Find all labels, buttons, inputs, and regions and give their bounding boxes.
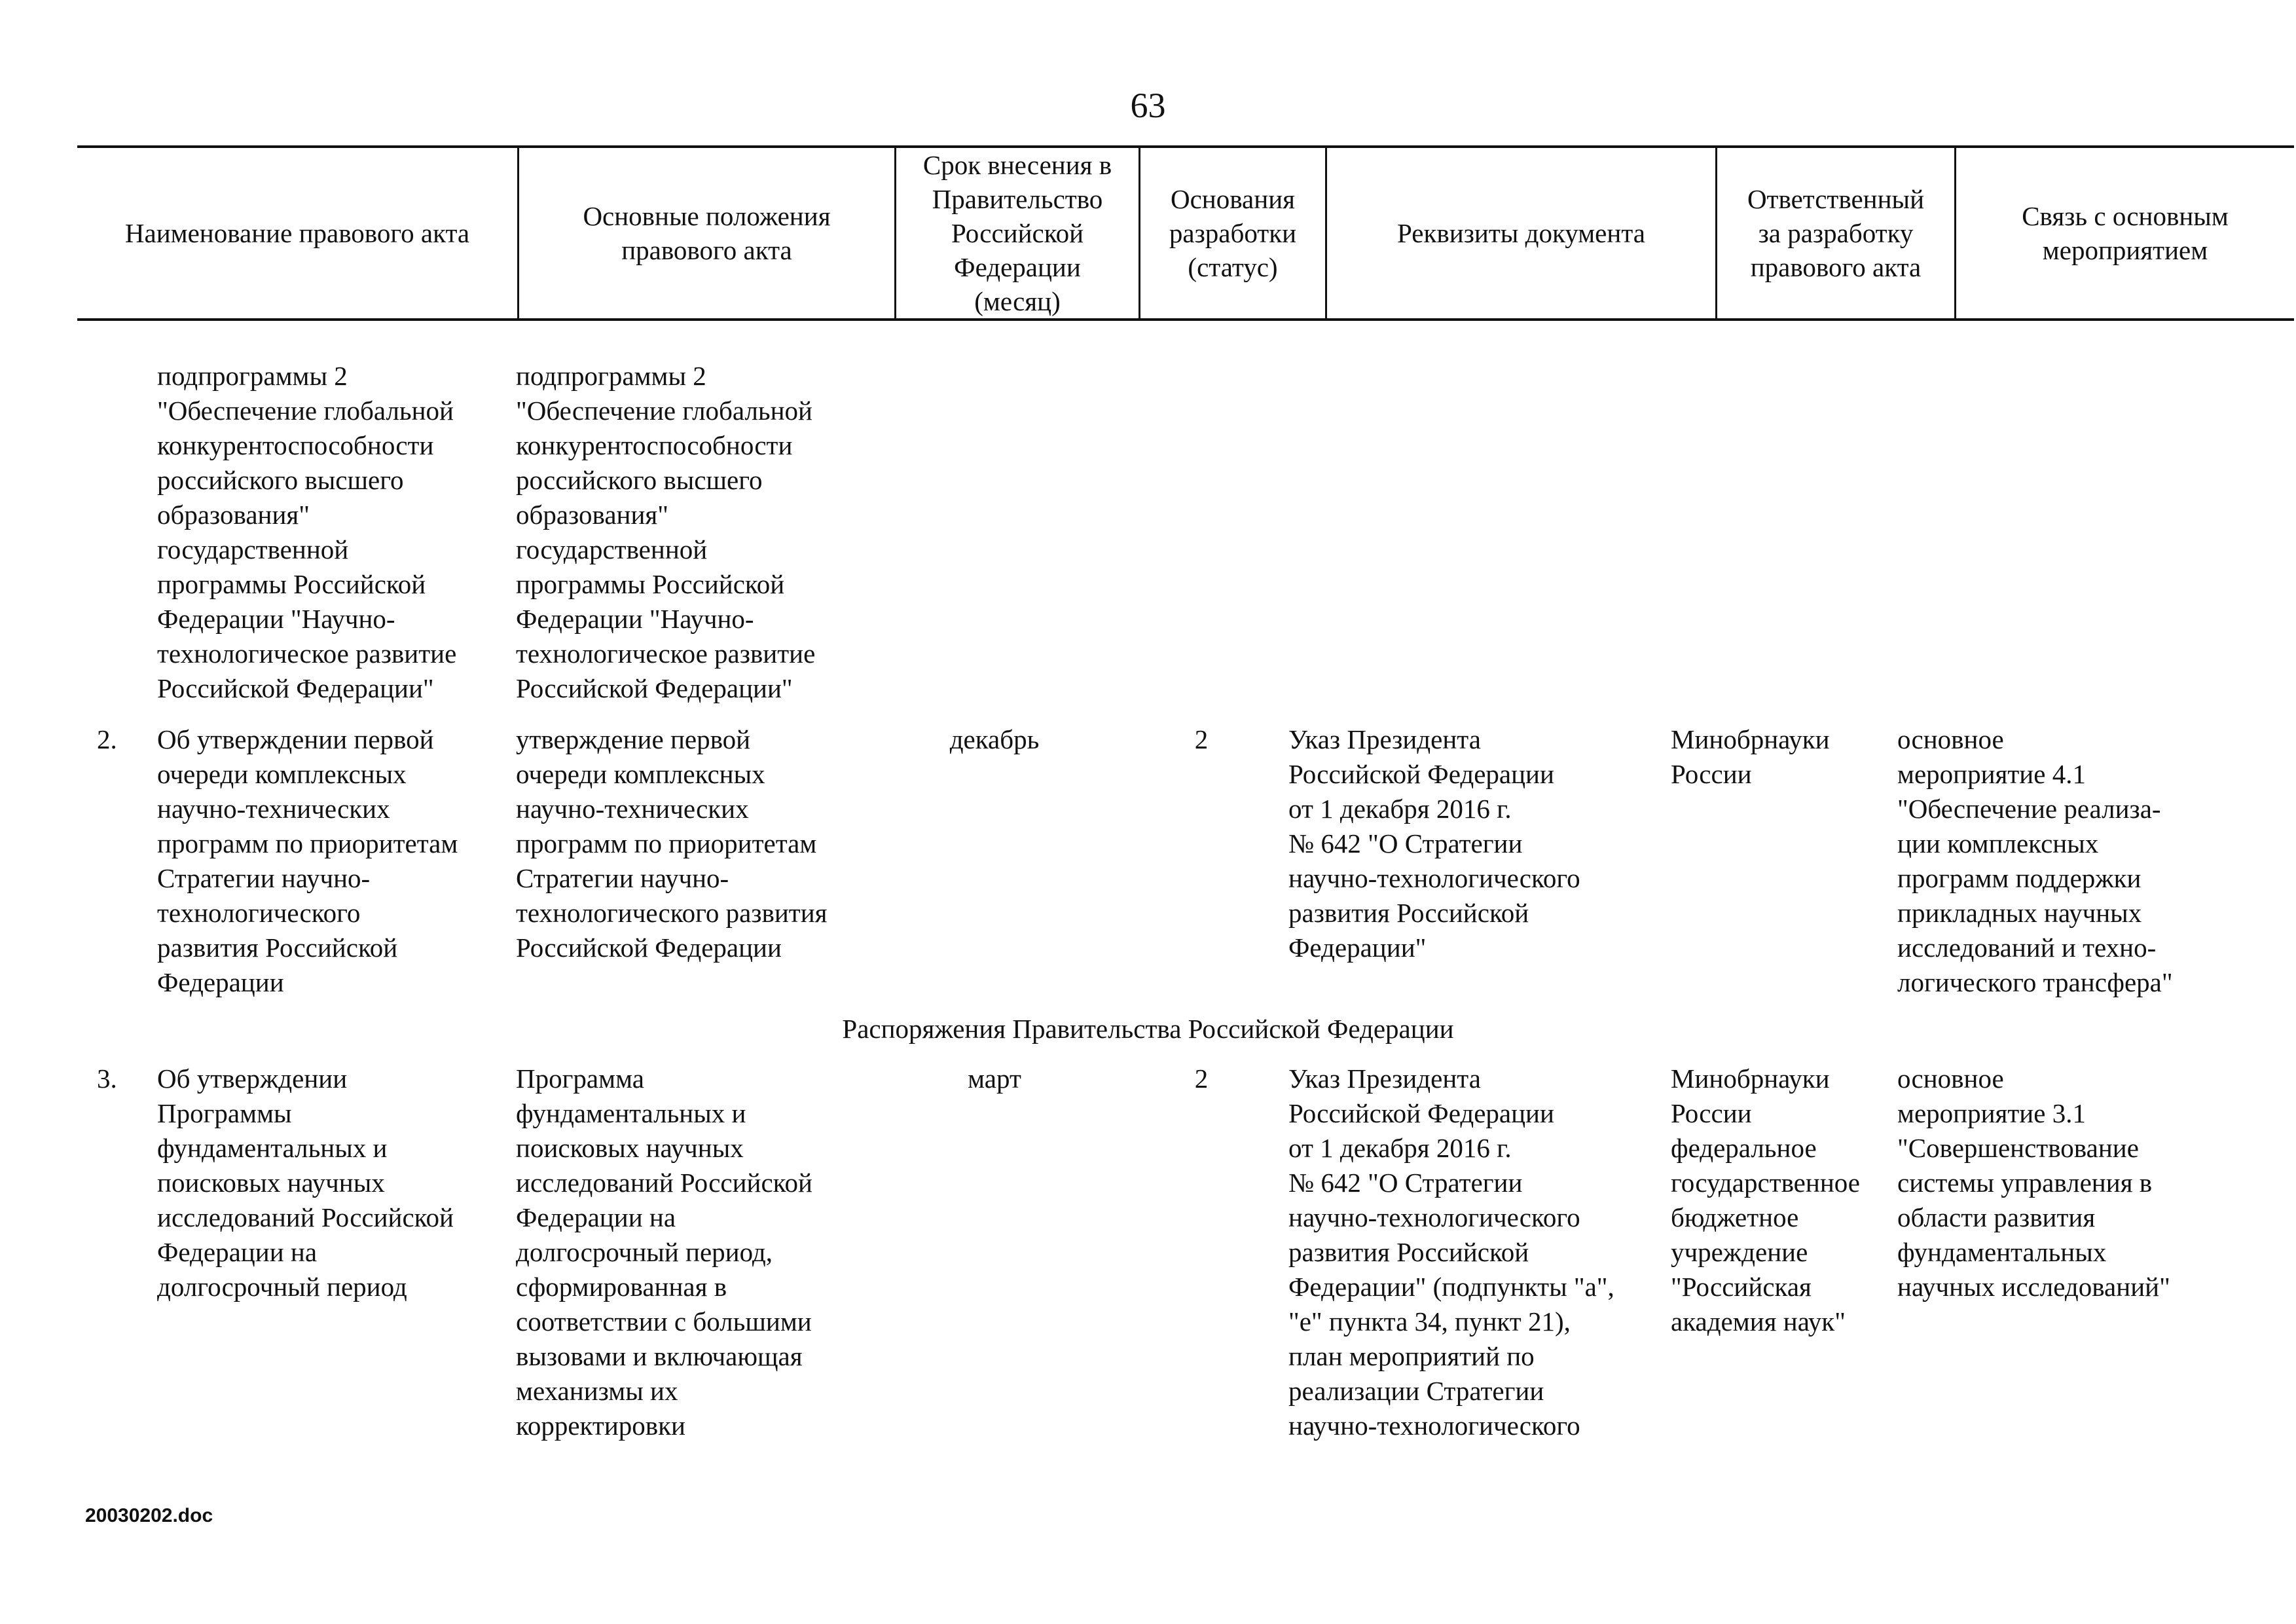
row2-responsible: Минобрнауки России (1671, 724, 1830, 789)
header-name: Наименование правового акта (124, 218, 470, 248)
row1-main: подпрограммы 2 "Обеспечение глобальной конкурентоспособности российского высшего образования" государственной программы Российской Федерации "Научно- технологическое развитие Российской Федерации" (516, 361, 816, 703)
footer-filename: 20030202.doc (85, 1505, 213, 1526)
row2-link: основное мероприятие 4.1 "Обеспечение реализа- ции комплексных программ поддержки прикладных научных исследований и техно- логического трансфера" (1897, 724, 2173, 997)
row3-main: Программа фундаментальных и поисковых научных исследований Российской Федерации на долгосрочный период, сформированная в соответствии с большими вызовами и включающая механизмы их корректировки (516, 1063, 812, 1441)
header-responsible: Ответственный за разработку правового акта (1717, 147, 1956, 320)
row2-number: 2. (97, 724, 117, 754)
row2-name: Об утверждении первой очереди комплексных научно-технических программ по приоритетам Стратегии научно- технологического развития Российской Федерации (157, 724, 458, 997)
header-link: Связь с основным мероприятием (1956, 147, 2295, 320)
row3-name: Об утверждении Программы фундаментальных и поисковых научных исследований Российской Федерации на долгосрочный период (157, 1063, 454, 1302)
table-header (77, 145, 2294, 321)
header-requisites: Реквизиты документа (1326, 147, 1717, 320)
header-term: Срок внесения в Правительство Российской Федерации (месяц) (896, 147, 1140, 320)
row1-name: подпрограммы 2 "Обеспечение глобальной конкурентоспособности российского высшего образования" государственной программы Российской Федерации "Научно- технологическое развитие Российской Федерации" (157, 361, 457, 703)
row2-requisites: Указ Президента Российской Федерации от 1 декабря 2016 г. № 642 "О Стратегии научно-технологического развития Российской Федерации" (1288, 724, 1580, 963)
row2-main: утверждение первой очереди комплексных научно-технических программ по приоритетам Стратегии научно- технологического развития Российской Федерации (516, 724, 828, 963)
header-main: Основные положения правового акта (519, 147, 896, 320)
row2-term: декабрь (949, 724, 1040, 754)
row3-requisites: Указ Президента Российской Федерации от 1 декабря 2016 г. № 642 "О Стратегии научно-технологического развития Российской Федерации" (подпункты "а", "е" пункта 34, пункт 21), план мероприятий по реализации Стратегии научно-технологического (1288, 1063, 1614, 1441)
row2-basis: 2 (1194, 724, 1209, 754)
section-title: Распоряжения Правительства Российской Федерации (842, 1014, 1454, 1044)
row3-number: 3. (97, 1063, 117, 1094)
row3-responsible: Минобрнауки России федеральное государственное бюджетное учреждение "Российская академия наук" (1671, 1063, 1860, 1337)
row3-term: март (968, 1063, 1021, 1094)
row3-basis: 2 (1194, 1063, 1209, 1094)
header-basis: Основания разработки (статус) (1140, 147, 1326, 320)
row3-link: основное мероприятие 3.1 "Совершенствование системы управления в области развития фундаментальных научных исследований" (1897, 1063, 2170, 1302)
page-number: 63 (1130, 86, 1166, 125)
